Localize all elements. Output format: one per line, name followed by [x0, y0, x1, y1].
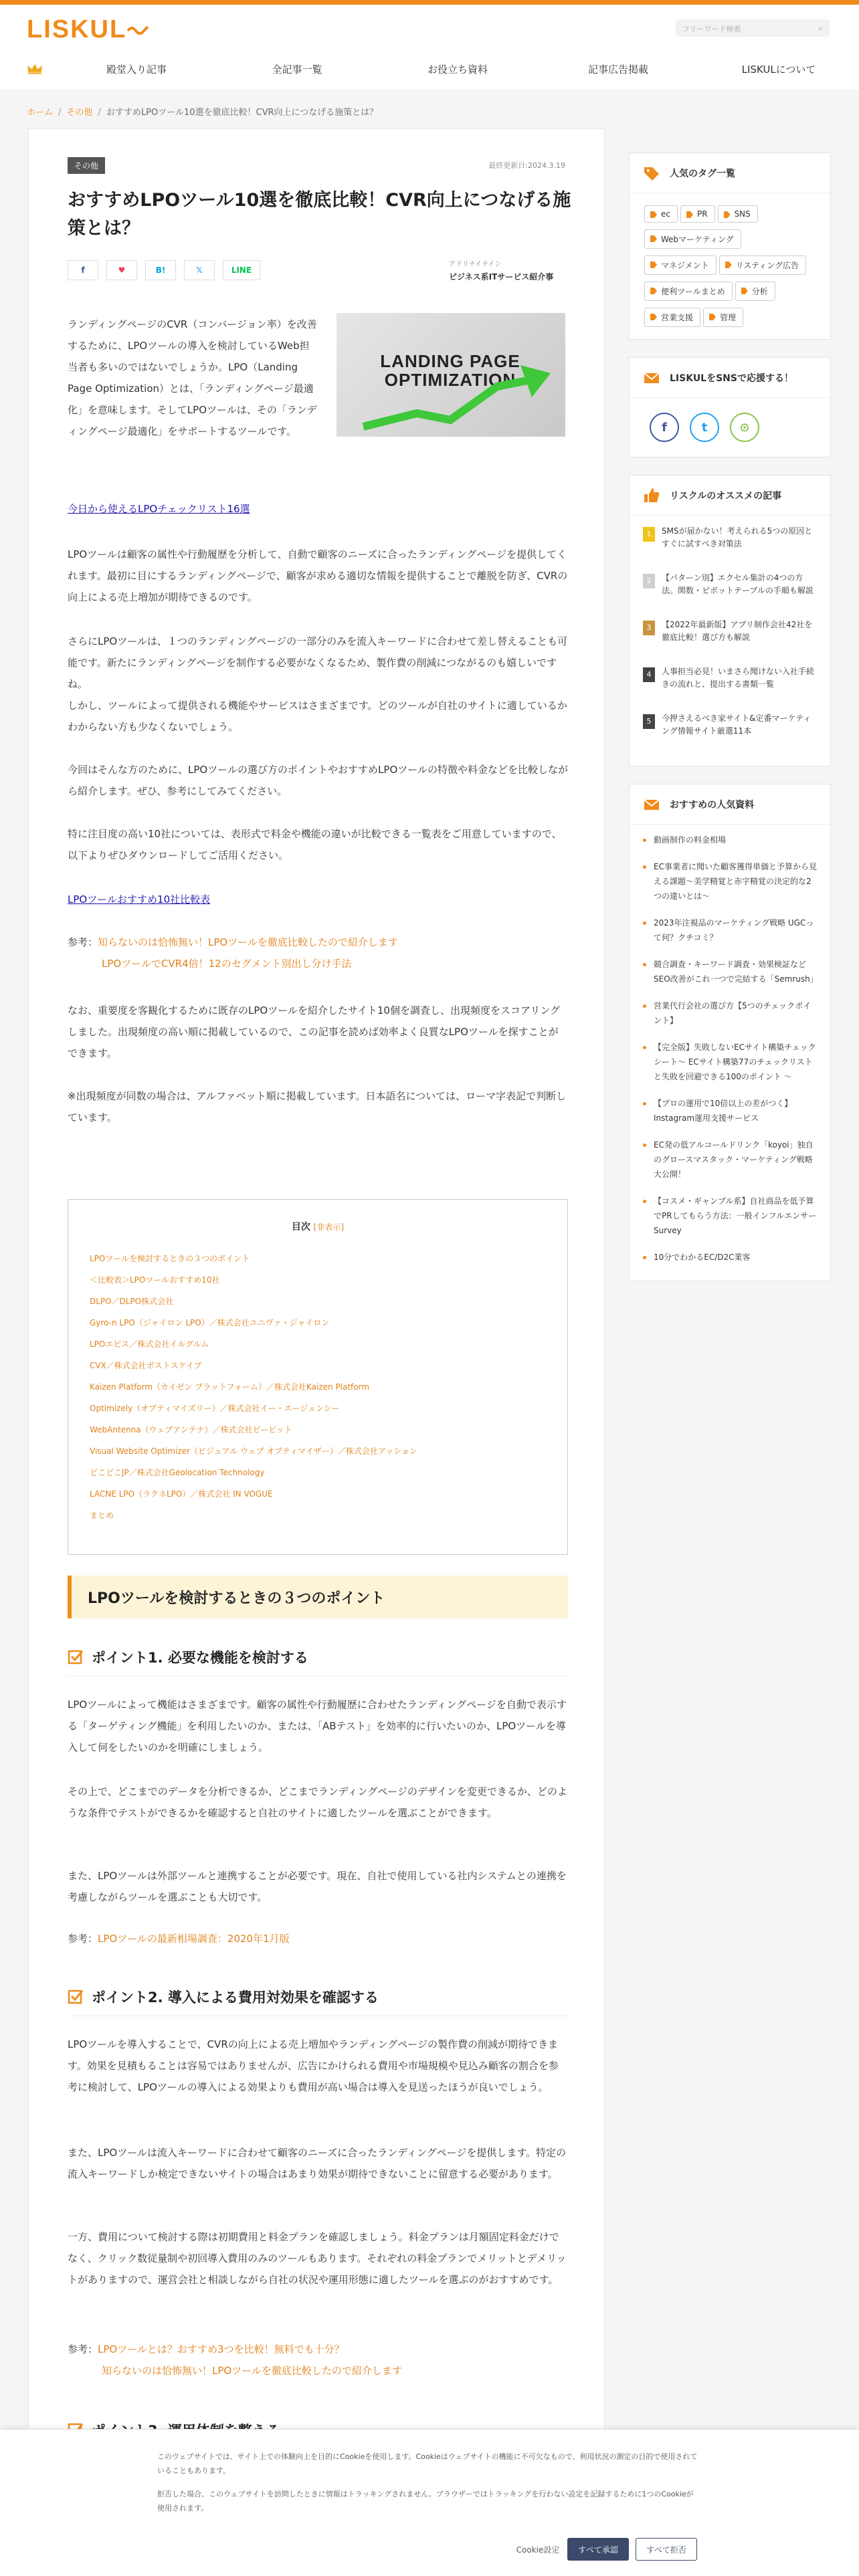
tag-item[interactable]: PR	[680, 205, 715, 223]
nav-item-hall-of-fame[interactable]: 殿堂入り記事	[106, 63, 167, 76]
resource-item[interactable]: 営業代行会社の選び方【5つのチェックポイント】	[642, 998, 818, 1028]
sns-card	[629, 357, 831, 457]
top-accent-bar	[0, 0, 859, 5]
author-info	[449, 259, 553, 284]
point-2-reference-label: 参考：	[68, 2343, 98, 2355]
site-header	[0, 5, 859, 48]
nav-item-about[interactable]: LISKULについて	[741, 63, 816, 76]
resource-item[interactable]: 動画制作の料金相場	[642, 833, 818, 847]
thumbs-up-icon	[643, 487, 660, 504]
resource-item[interactable]: EC発の低アルコールドリンク「koyoi」独自のグロースマスタック・マーケティング戦略大公開！	[642, 1138, 818, 1182]
recommended-item-title[interactable]: 【2022年最新版】アプリ制作会社42社を徹底比較！選び方も解説	[662, 620, 813, 642]
global-nav	[0, 48, 859, 90]
rank-badge: 1	[643, 527, 655, 542]
tag-item[interactable]: 便利ツールまとめ	[644, 282, 733, 301]
recommended-item-title[interactable]: SMSが届かない！考えられる5つの原因とすぐに試すべき対策法	[662, 526, 813, 548]
cookie-text-2: 拒否した場合、このウェブサイトを訪問したときに情報はトラッキングされません。ブラウザーではトラッキングを行わない設定を記録するために1つのCookieが使用されます。	[157, 2490, 694, 2512]
tags-title: 人気のタグ一覧	[670, 169, 735, 179]
mail-icon	[643, 369, 660, 387]
point-2-paragraph-3: 一方、費用について検討する際は初期費用と料金プランを確認しましょう。料金プランは月額固定料金だけでなく、クリック数従量制や初回導入費用のみのツールもあります。それぞれの料金プランでメリットとデメリットがありますので、運営会社と相談しながら自社の状況や運用形態に適したツールを選ぶのがおすすめです。	[68, 2231, 567, 2286]
paragraph-2: さらにLPOツールは、１つのランディングページの一部分のみを流入キーワードに合わせて差し替えることも可能です。新たにランディングページを制作する必要がなくなるため、製作費の削減につながるのも嬉しいですね。	[68, 635, 568, 690]
toc-item[interactable]: CVX／株式会社ポストスケイプ	[90, 1361, 202, 1370]
search-input[interactable]: フリーワード検索 ⌕	[676, 19, 830, 37]
point-1-paragraph-1: LPOツールによって機能はさまざまです。顧客の属性や行動履歴に合わせたランディングページを自動で表示する「ターゲティング機能」を利用したいのか、または、「ABテスト」を効率的に行いたいのか、LPOツールを導入して何をしたいのかを明確にしましょう。	[68, 1699, 567, 1753]
resource-item[interactable]: 【完全版】失敗しないECサイト構築チェックシート〜 ECサイト構築77のチェックリストと失敗を回避できる100のポイント 〜	[642, 1040, 818, 1084]
mail-icon	[643, 796, 660, 813]
resource-item[interactable]: 競合調査・キーワード調査・効果検証などSEO改善がこれ一つで完結する「Semrush」	[642, 957, 818, 986]
recommended-item[interactable]	[643, 665, 817, 712]
checkbox-icon	[68, 1988, 84, 2004]
tag-item[interactable]: 分析	[735, 282, 775, 301]
toc-item[interactable]: ＜比較表＞LPOツールおすすめ10社	[90, 1275, 220, 1285]
article-main	[28, 128, 605, 2576]
resource-item[interactable]: 10分でわかるEC/D2C業客	[642, 1250, 818, 1265]
hero-image	[337, 313, 565, 437]
toc-item[interactable]: Visual Website Optimizer（ビジュアル ウェブ オプティマイザー）／株式会社アッション	[90, 1446, 417, 1456]
paragraph-7: ※出現頻度が同数の場合は、アルファベット順に掲載しています。日本語名については、ローマ字表記で判断しています。	[68, 1090, 567, 1123]
share-line-button[interactable]: LINE	[223, 260, 260, 280]
table-of-contents	[68, 1199, 568, 1555]
cookie-settings-button[interactable]: Cookie設定	[516, 2545, 560, 2555]
share-facebook-button[interactable]: f	[68, 260, 98, 280]
category-badge[interactable]: その他	[68, 157, 105, 174]
toc-item[interactable]: Kaizen Platform（カイゼン プラットフォーム）／株式会社Kaizen Platform	[90, 1382, 370, 1392]
popular-tags-card	[629, 152, 831, 340]
logo-wave-icon	[126, 24, 149, 37]
share-pocket-button[interactable]: ♥	[106, 260, 137, 280]
page-body	[0, 128, 859, 2576]
share-twitter-button[interactable]: 𝕏	[184, 260, 215, 280]
popular-resources-card	[629, 784, 831, 1281]
recommended-item[interactable]	[643, 712, 817, 759]
resource-item[interactable]: EC事業者に聞いた顧客獲得単価と予算から見える課題〜美学精覚と赤字精覚の決定的な2つの違いとは〜	[642, 859, 818, 903]
trend-arrow-icon	[357, 353, 557, 433]
nav-item-all-articles[interactable]: 全記事一覧	[272, 63, 322, 76]
cookie-accept-button[interactable]: すべて承認	[567, 2538, 629, 2561]
toc-item[interactable]: WebAntenna（ウェブアンテナ）／株式会社ビービット	[90, 1425, 292, 1434]
section-heading: LPOツールを検討するときの３つのポイント	[68, 1576, 568, 1618]
recommended-list	[630, 516, 830, 766]
breadcrumb-home[interactable]: ホーム	[27, 108, 54, 118]
paragraph-3: しかし、ツールによって提供される機能やサービスはさまざまです。どのツールが自社のサイトに適しているかわからない方も少なくないでしょう。	[68, 700, 567, 733]
tag-item[interactable]: ec	[644, 205, 678, 223]
point-1-paragraph-2: その上で、どこまでのデータを分析できるか、どこまでランディングページのデザインを変更できるか、どのような条件でテストができるかを確認すると自社のサイトに適したツールを選ぶことができます。	[68, 1786, 567, 1819]
toc-item[interactable]: LPOエビス／株式会社イルグルム	[90, 1339, 209, 1349]
updated-date: 最終更新日:2024.3.19	[488, 161, 565, 170]
tag-item[interactable]: Webマーケティング	[644, 229, 741, 249]
breadcrumb-category[interactable]: その他	[66, 108, 93, 118]
point-1-reference-link[interactable]: LPOツールの最新相場調査：2020年1月版	[98, 1933, 290, 1945]
toc-item[interactable]: LPOツールを検討するときの３つのポイント	[90, 1254, 250, 1263]
recommended-articles-card	[629, 475, 831, 766]
point-1-reference-label: 参考：	[68, 1933, 98, 1945]
point-2-paragraph-2: また、LPOツールは流入キーワードに合わせて顧客のニーズに合ったランディングページを提供します。特定の流入キーワードしか検定できないサイトの場合はあまり効果が期待できないことに留意する必要があります。	[68, 2147, 567, 2180]
paragraph-6: なお、重要度を客観化するために既存のLPOツールを紹介したサイト10個を調査し、出現頻度をスコアリングしました。出現頻度の高い順に掲載しているので、この記事を読めば効率よく良質なLPOツールを探すことができます。	[68, 1004, 561, 1059]
paragraph-4: 今回はそんな方のために、LPOツールの選び方のポイントやおすすめLPOツールの特徴や料金などを比較しながら紹介します。ぜひ、参考にしてみてください。	[68, 764, 568, 797]
nav-item-ad-placement[interactable]: 記事広告掲載	[587, 63, 648, 76]
resource-item[interactable]: 2023年注視品のマーケティング戦略 UGCって何？クチコミ？	[642, 916, 818, 945]
checklist-link[interactable]: 今日から使えるLPOチェックリスト16選	[68, 503, 250, 515]
resources-title: おすすめの人気資料	[670, 800, 755, 811]
toc-toggle[interactable]: [非表示]	[313, 1222, 345, 1232]
tag-item[interactable]: 管理	[703, 308, 743, 327]
tag-icon	[643, 165, 660, 182]
nav-item-resources[interactable]: お役立ち資料	[427, 63, 488, 76]
reference-label: 参考：	[68, 936, 98, 948]
breadcrumb-current: おすすめLPOツール10選を徹底比較！CVR向上につなげる施策とは？	[106, 108, 379, 118]
resources-list	[630, 825, 830, 1281]
compare-table-link[interactable]: LPOツールおすすめ10社比較表	[68, 893, 211, 905]
rank-badge: 5	[643, 714, 655, 729]
breadcrumb: ホーム / その他 / おすすめLPOツール10選を徹底比較！CVR向上につなげる施策とは？	[0, 92, 859, 132]
tag-item[interactable]: マネジメント	[644, 255, 717, 275]
reference-links	[68, 932, 568, 974]
recommended-item[interactable]	[643, 619, 817, 665]
rss-icon[interactable]: ⊙	[730, 413, 759, 442]
reference-link-1[interactable]: 知らないのは恰怖無い！LPOツールを徹底比較したので紹介します	[98, 936, 398, 948]
sidebar	[629, 128, 831, 1299]
toc-item[interactable]: Gyro-n LPO（ジャイロン LPO）／株式会社ユニヴァ・ジャイロン	[90, 1318, 330, 1327]
facebook-icon[interactable]: f	[650, 413, 679, 442]
tag-list	[630, 193, 830, 339]
toc-item[interactable]: まとめ	[90, 1511, 114, 1520]
cookie-reject-button[interactable]: すべて拒否	[636, 2538, 697, 2561]
point-2-reference-link-1[interactable]: LPOツールとは？おすすめ3つを比較！無料でも十分？	[98, 2343, 345, 2355]
toc-list	[90, 1248, 546, 1526]
recommended-item[interactable]	[643, 525, 817, 572]
resource-item[interactable]: 【プロの運用で10倍以上の差がつく】Instagram運用支援サービス	[642, 1096, 818, 1125]
rank-badge: 3	[643, 621, 655, 635]
site-logo[interactable]: LISKUL	[27, 15, 149, 44]
rank-badge: 2	[643, 574, 655, 588]
cookie-banner	[0, 2429, 859, 2576]
recommended-item[interactable]	[643, 572, 817, 619]
tag-item[interactable]: 営業支援	[644, 308, 700, 327]
point-2-heading: ポイント2. 導入による費用対効果を確認する	[68, 1987, 568, 2016]
crown-icon	[27, 59, 43, 79]
checkbox-icon	[68, 1648, 84, 1665]
hero-text: LANDING PAGE OPTIMIZATION	[380, 351, 520, 390]
point-1-paragraph-3: また、LPOツールは外部ツールと連携することが必要です。現在、自社で使用している社内システムとの連携を考慮しながらツールを選ぶことも大切です。	[68, 1870, 567, 1903]
tag-item[interactable]: SNS	[718, 205, 758, 223]
sns-title: LISKULをSNSで応援する！	[670, 373, 793, 384]
paragraph-5: 特に注目度の高い10社については、表形式で料金や機能の違いが比較できる一覧表をご用意していますので、以下よりぜひダウンロードしてご活用ください。	[68, 828, 562, 861]
toc-item[interactable]: DLPO／DLPO株式会社	[90, 1297, 174, 1306]
reference-link-2[interactable]: LPOツールでCVR4倍！12のセグメント別出し分け手法	[102, 958, 352, 970]
article-title: おすすめLPOツール10選を徹底比較！CVR向上につなげる施策とは？	[68, 190, 571, 239]
toc-title: 目次	[291, 1222, 310, 1232]
toc-item[interactable]: LACNE LPO（ラクネLPO）／株式会社 IN VOGUE	[90, 1489, 273, 1499]
recommended-item-title[interactable]: 人事担当必見！いまさら聞けない入社手続きの流れと、提出する書類一覧	[662, 667, 815, 689]
share-buttons	[68, 260, 260, 280]
point-2-paragraph-1: LPOツールを導入することで、CVRの向上による売上増加やランディングページの製作費の削減が期待できます。効果を見積もることは容易ではありませんが、広告にかけられる費用や市場規模や見込み顧客の割合を参考に検討して、LPOツールの導入による効果よりも費用が高い場合は導入を見送ったほうが良いでしょう。	[68, 2038, 559, 2093]
point-2-reference	[68, 2339, 568, 2381]
share-hatena-button[interactable]: B!	[145, 260, 176, 280]
point-2-reference-link-2[interactable]: 知らないのは恰怖無い！LPOツールを徹底比較したので紹介します	[102, 2365, 402, 2377]
recommended-title: リスクルのオススメの記事	[670, 491, 782, 502]
author-label: アドリナイナイン	[449, 261, 502, 268]
author-name[interactable]: ビジネス系ITサービス紹介事	[449, 272, 554, 282]
point-1-heading: ポイント1. 必要な機能を検討する	[68, 1647, 568, 1677]
intro-paragraph: ランディングページのCVR（コンバージョン率）を改善するために、LPOツールの導入を検討しているWeb担当者も多いのではないでしょうか。LPO（Landing Page Optimization）とは、「ランディングページ最適化」を意味します。そしてLPOツールは、その「ランディングページ最適化」をサポートするツールです。	[68, 318, 317, 437]
twitter-icon[interactable]: t	[690, 413, 719, 442]
paragraph-1: LPOツールは顧客の属性や行動履歴を分析して、自動で顧客のニーズに合ったランディングページを提供してくれます。最初に目にするランディングページで、顧客が求める適切な情報を提供することで離脱を防ぎ、CVRの向上による売上増加が期待できるのです。	[68, 548, 568, 603]
recommended-item-title[interactable]: 今押さえるべき家サイト&定番マーケティング情報サイト厳選11本	[662, 714, 812, 736]
search-icon[interactable]: ⌕	[818, 23, 823, 33]
recommended-item-title[interactable]: 【パターン別】エクセル集計の4つの方法。関数・ピボットテーブルの手順も解説	[662, 573, 814, 595]
rank-badge: 4	[643, 667, 655, 682]
toc-item[interactable]: Optimizely（オプティマイズリー）／株式会社イー・エージェンシー	[90, 1404, 340, 1413]
resource-item[interactable]: 【コスメ・ギャンブル系】自社商品を低予算でPRしてもらう方法：一般インフルエンサーSurvey	[642, 1194, 818, 1238]
point-1-reference	[68, 1928, 568, 1949]
toc-item[interactable]: どこどこJP／株式会社Geolocation Technology	[90, 1468, 265, 1477]
cookie-text-1: このウェブサイトでは、サイト上での体験向上を目的にCookieを使用します。Cookieはウェブサイトの機能に不可欠なもので、利用状況の測定の目的で使用されていることもあります。	[157, 2452, 698, 2475]
tag-item[interactable]: リスティング広告	[719, 255, 806, 275]
